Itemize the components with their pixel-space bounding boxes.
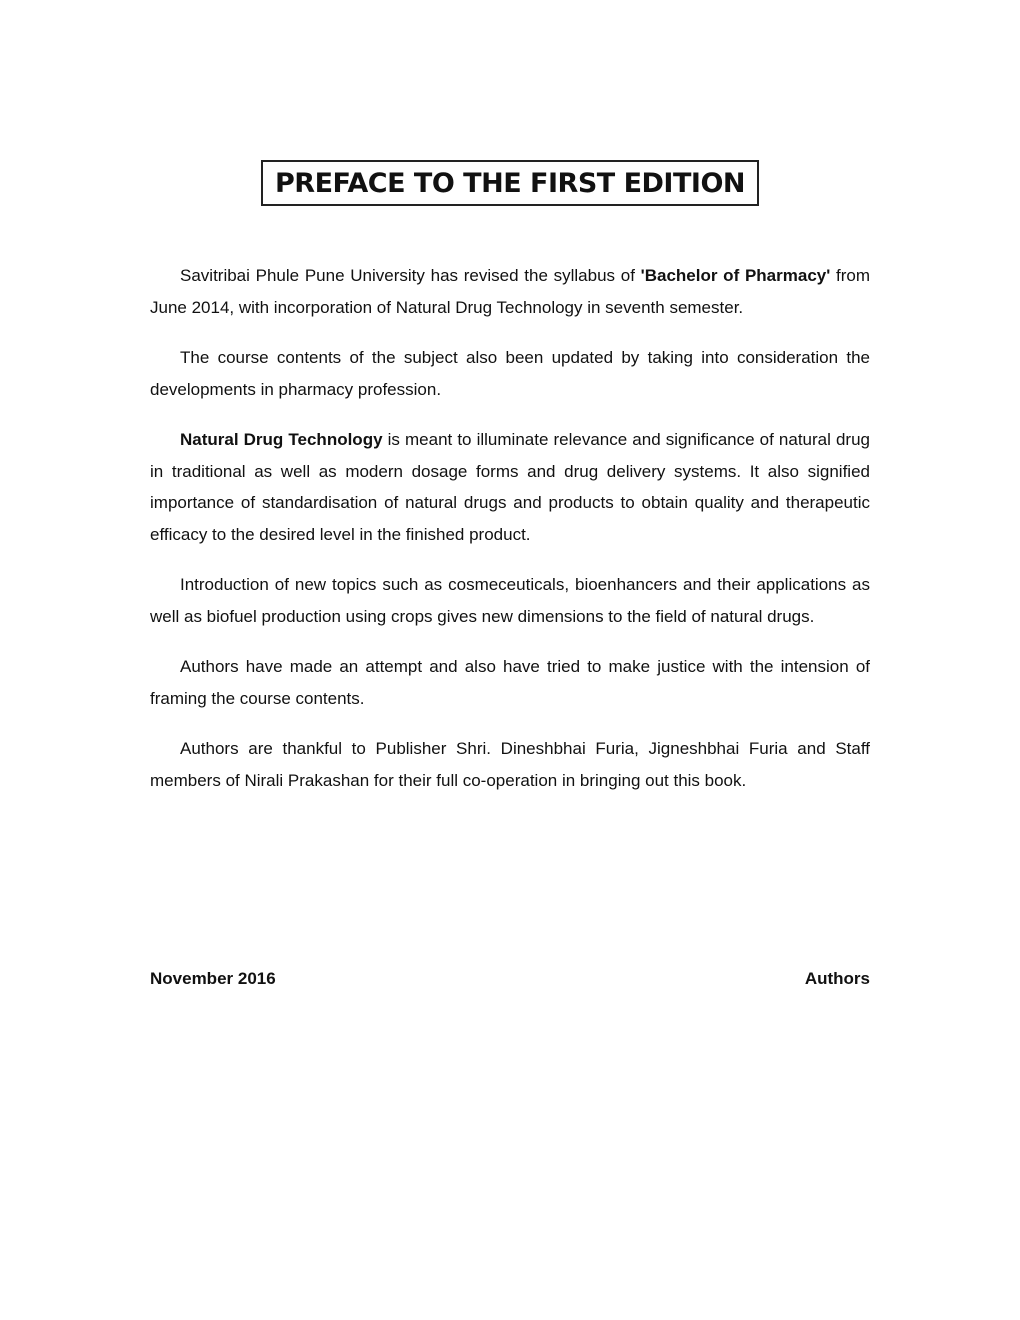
paragraph-text: Savitribai Phule Pune University has revised the syllabus of bbox=[180, 266, 641, 285]
preface-body bbox=[150, 260, 870, 815]
course-name-bold: 'Bachelor of Pharmacy' bbox=[640, 266, 831, 285]
paragraph-new-topics: Introduction of new topics such as cosmeceuticals, bioenhancers and their applications as well as biofuel production using crops gives new dimensions to the field of natural drugs. bbox=[150, 575, 870, 626]
paragraph-acknowledgement: Authors are thankful to Publisher Shri. Dineshbhai Furia, Jigneshbhai Furia and Staff members of Nirali Prakashan for their full co-operation in bringing out this book. bbox=[150, 739, 870, 790]
paragraph-text: is meant to illuminate relevance and significance of natural drug in traditional as well as modern dosage forms and drug delivery systems. It also signified importance of standardisation of natural drugs and products to obtain quality and therapeutic efficacy to the desired level in the finished product. bbox=[150, 430, 871, 544]
footer-date: November 2016 bbox=[150, 969, 276, 988]
footer-signature: Authors bbox=[804, 969, 870, 988]
paragraph-syllabus bbox=[150, 260, 870, 323]
paragraph-natural-drug-technology bbox=[150, 424, 870, 550]
page-title: PREFACE TO THE FIRST EDITION bbox=[261, 160, 759, 206]
preface-footer bbox=[150, 965, 870, 993]
paragraph-authors-attempt: Authors have made an attempt and also have tried to make justice with the intension of framing the course contents. bbox=[150, 657, 870, 708]
paragraph-text: from June 2014, with incorporation of Natural Drug Technology in seventh semester. bbox=[150, 266, 871, 317]
title-container bbox=[0, 160, 1020, 206]
paragraph-course-contents: The course contents of the subject also been updated by taking into consideration the developments in pharmacy profession. bbox=[150, 348, 870, 399]
subject-name-bold: Natural Drug Technology bbox=[180, 430, 383, 449]
